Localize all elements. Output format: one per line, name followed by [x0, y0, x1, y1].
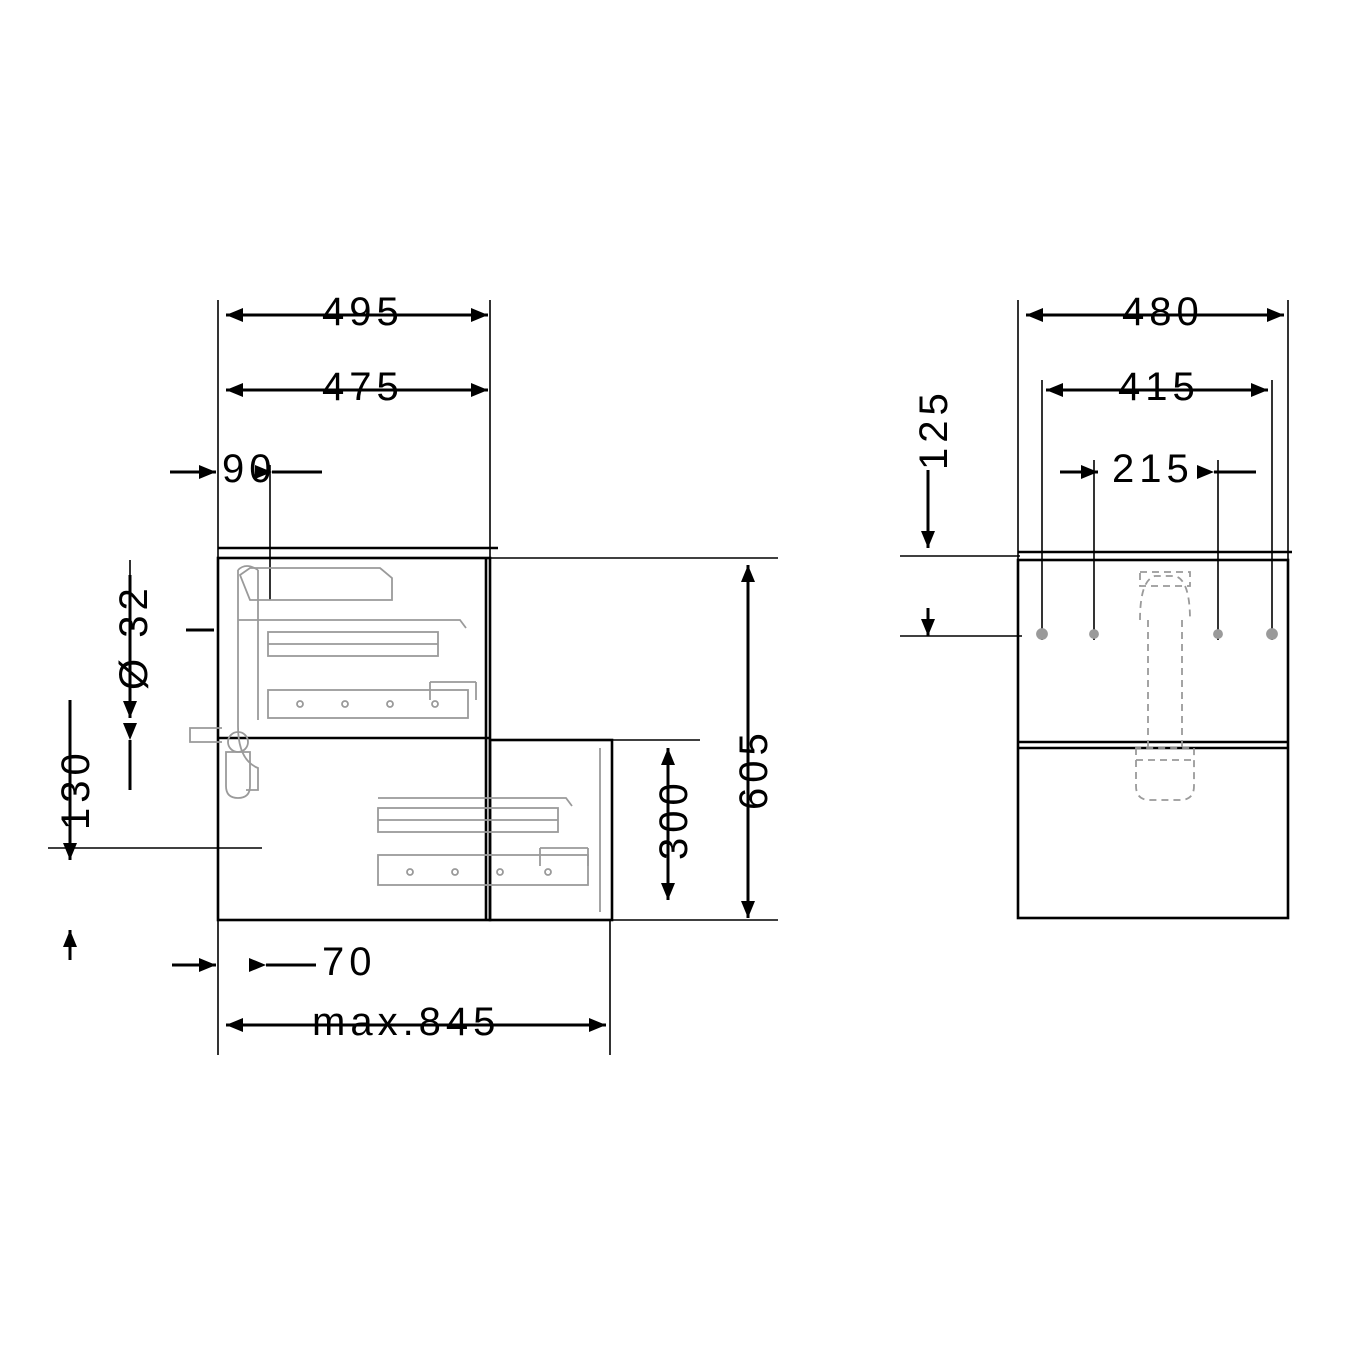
- dim-90-label: 90: [222, 447, 277, 491]
- mounting-points: [1037, 629, 1277, 639]
- dim-415-label: 415: [1118, 365, 1200, 409]
- dim-475-label: 475: [322, 365, 404, 409]
- dim-480-label: 480: [1122, 290, 1204, 334]
- dim-605-label: 605: [732, 728, 776, 810]
- left-view-group: [48, 300, 778, 1055]
- upper-drawer-detail: [238, 568, 476, 718]
- dim-70-label: 70: [322, 940, 377, 984]
- dim-300-label: 300: [652, 778, 696, 860]
- dim-max845-label: max.845: [312, 1000, 501, 1044]
- dim-130-label: 130: [54, 748, 98, 830]
- right-view-witness-lines: [900, 300, 1288, 640]
- cabinet-front-body: [1018, 552, 1292, 918]
- dim-495-label: 495: [322, 290, 404, 334]
- dim-32-label: Ø 32: [112, 583, 156, 690]
- dim-215-label: 215: [1112, 447, 1194, 491]
- cabinet-side-body: [218, 548, 612, 920]
- siphon-front-detail: [1136, 572, 1194, 800]
- dim-125-label: 125: [912, 388, 956, 470]
- siphon-detail: [186, 566, 258, 798]
- right-view-group: [900, 300, 1292, 918]
- dim-70-line: [70, 930, 316, 965]
